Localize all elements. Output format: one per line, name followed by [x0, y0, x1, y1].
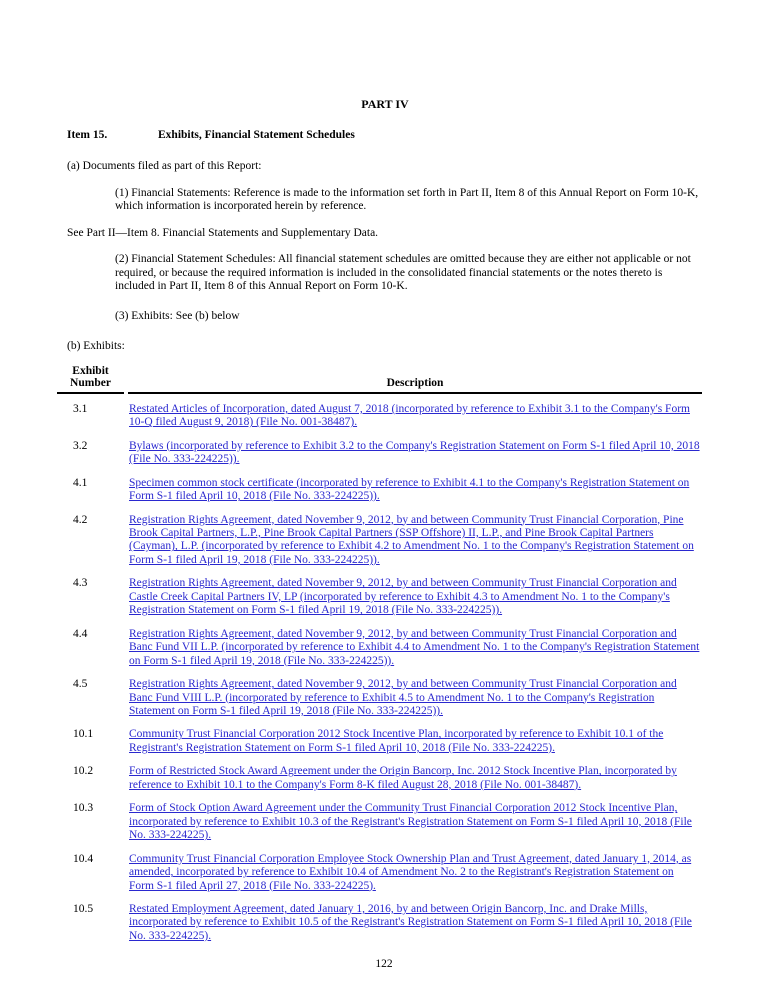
- exhibit-description-cell: [128, 894, 702, 944]
- exhibit-link[interactable]: Bylaws (incorporated by reference to Exhibit 3.2 to the Company's Registration Statement on Form S-1 filed April 10, 2018 (File No. 333-224225)).: [129, 439, 700, 466]
- paragraph-b: (b) Exhibits:: [67, 340, 125, 353]
- item-number: Item 15.: [67, 129, 108, 142]
- exhibit-link[interactable]: Community Trust Financial Corporation 2012 Stock Incentive Plan, incorporated by reference to Exhibit 10.1 of the Registrant's Registration Statement on Form S-1 filed April 10, 2018 (File No. 333-224225).: [129, 728, 664, 754]
- exhibit-number: 4.2: [73, 513, 88, 526]
- exhibit-number: 4.5: [73, 678, 88, 691]
- table-row: [57, 505, 702, 569]
- paragraph-a: (a) Documents filed as part of this Report:: [67, 160, 262, 173]
- exhibit-table-body: [57, 394, 702, 945]
- exhibit-number-header: Exhibit Number: [57, 365, 124, 394]
- table-row: [57, 394, 702, 431]
- table-row: [57, 793, 702, 843]
- exhibit-table-header-row: [57, 365, 702, 394]
- exhibit-number: 10.5: [73, 902, 94, 915]
- exhibit-link[interactable]: Community Trust Financial Corporation Employee Stock Ownership Plan and Trust Agreement, dated January 1, 2014, as amended, incorporated by reference to Exhibit 10.4 of Amendment No. 2 to the Registrant's Registration Statement on Form S-1 filed April 27, 2018 (File No. 333-224225).: [129, 852, 692, 892]
- page-number: 122: [375, 957, 393, 970]
- table-row: [57, 619, 702, 669]
- exhibit-number: 3.2: [73, 439, 88, 452]
- exhibit-link[interactable]: Form of Stock Option Award Agreement under the Community Trust Financial Corporation 2012 Stock Incentive Plan, incorporated by reference to Exhibit 10.3 of the Registrant's Registration Statement on Form S-1 filed April 10, 2018 (File No. 333-224225).: [129, 802, 692, 842]
- exhibit-link[interactable]: Restated Employment Agreement, dated January 1, 2016, by and between Origin Bancorp, Inc. and Drake Mills, incorporated by reference to Exhibit 10.5 of the Registrant's Registration Statement on Form S-1 filed April 10, 2018 (File No. 333-224225).: [129, 902, 692, 942]
- exhibit-link[interactable]: Registration Rights Agreement, dated November 9, 2012, by and between Community Trust Financial Corporation, Pine Brook Capital Partners, L.P., Pine Brook Capital Partners (SSP Offshore) II, L.P., and Pine Brook Capital Partners (Cayman), L.P. (incorporated by reference to Exhibit 4.2 to Amendment No. 1 to the Company's Registration Statement on Form S-1 filed April 19, 2018 (File No. 333-224225)).: [129, 513, 694, 566]
- exhibit-link[interactable]: Registration Rights Agreement, dated November 9, 2012, by and between Community Trust Financial Corporation and Castle Creek Capital Partners IV, LP (incorporated by reference to Exhibit 4.3 to Amendment No. 1 to the Company's Registration Statement on Form S-1 filed April 19, 2018 (File No. 333-224225)).: [129, 577, 677, 617]
- table-row: [57, 844, 702, 894]
- exhibit-description-cell: [128, 394, 702, 431]
- exhibit-description-cell: [128, 505, 702, 569]
- table-row: [57, 431, 702, 468]
- table-row: [57, 719, 702, 756]
- exhibit-number: 4.3: [73, 577, 88, 590]
- exhibit-description-cell: [128, 756, 702, 793]
- exhibit-table: [53, 365, 706, 945]
- paragraph-2: (2) Financial Statement Schedules: All financial statement schedules are omitted because they are either not applicable or not required, or because the required information is included in the consolidated financial statements or the notes thereto is included in Part II, Item 8 of this Annual Report on Form 10-K.: [115, 253, 691, 293]
- exhibit-number: 4.1: [73, 476, 88, 489]
- exhibit-description-cell: [128, 468, 702, 505]
- exhibit-number: 3.1: [73, 402, 88, 415]
- table-row: [57, 669, 702, 719]
- exhibit-link[interactable]: Registration Rights Agreement, dated November 9, 2012, by and between Community Trust Financial Corporation and Banc Fund VIII L.P. (incorporated by reference to Exhibit 4.5 to Amendment No. 1 to the Company's Registration Statement on Form S-1 filed April 19, 2018 (File No. 333-224225)).: [129, 678, 677, 717]
- table-row: [57, 568, 702, 618]
- part-title: PART IV: [361, 97, 409, 111]
- exhibit-number: 10.4: [73, 852, 94, 865]
- exhibit-number: 10.1: [73, 728, 94, 741]
- paragraph-3: (3) Exhibits: See (b) below: [115, 309, 240, 322]
- exhibit-description-cell: [128, 431, 702, 468]
- description-header: Description: [128, 365, 702, 394]
- exhibit-description-cell: [128, 568, 702, 618]
- exhibit-description-cell: [128, 793, 702, 843]
- exhibit-description-cell: [128, 719, 702, 756]
- exhibit-link[interactable]: Form of Restricted Stock Award Agreement under the Origin Bancorp, Inc. 2012 Stock Incentive Plan, incorporated by reference to Exhibit 10.1 to the Company's Form 8-K filed August 28, 2018 (File No. 001-38487).: [129, 765, 677, 791]
- table-row: [57, 468, 702, 505]
- exhibit-number: 4.4: [73, 627, 88, 640]
- paragraph-1: (1) Financial Statements: Reference is made to the information set forth in Part II, Item 8 of this Annual Report on Form 10-K, which information is incorporated herein by reference.: [115, 186, 699, 213]
- table-row: [57, 894, 702, 944]
- see-reference-line: See Part II—Item 8. Financial Statements and Supplementary Data.: [67, 226, 379, 239]
- exhibit-description-cell: [128, 619, 702, 669]
- exhibit-link[interactable]: Registration Rights Agreement, dated November 9, 2012, by and between Community Trust Financial Corporation and Banc Fund VII L.P. (incorporated by reference to Exhibit 4.4 to Amendment No. 1 to the Company's Registration Statement on Form S-1 filed April 19, 2018 (File No. 333-224225)).: [129, 627, 700, 667]
- exhibit-number: 10.3: [73, 802, 94, 815]
- exhibit-link[interactable]: Specimen common stock certificate (incorporated by reference to Exhibit 4.1 to the Company's Registration Statement on Form S-1 filed April 10, 2018 (File No. 333-224225)).: [129, 476, 690, 503]
- exhibit-description-cell: [128, 844, 702, 894]
- exhibit-number: 10.2: [73, 765, 94, 778]
- exhibit-description-cell: [128, 669, 702, 719]
- item-heading: [67, 129, 703, 142]
- item-title: Exhibits, Financial Statement Schedules: [158, 129, 355, 142]
- table-row: [57, 756, 702, 793]
- exhibit-link[interactable]: Restated Articles of Incorporation, dated August 7, 2018 (incorporated by reference to Exhibit 3.1 to the Company's Form 10-Q filed August 9, 2018) (File No. 001-38487).: [129, 402, 690, 429]
